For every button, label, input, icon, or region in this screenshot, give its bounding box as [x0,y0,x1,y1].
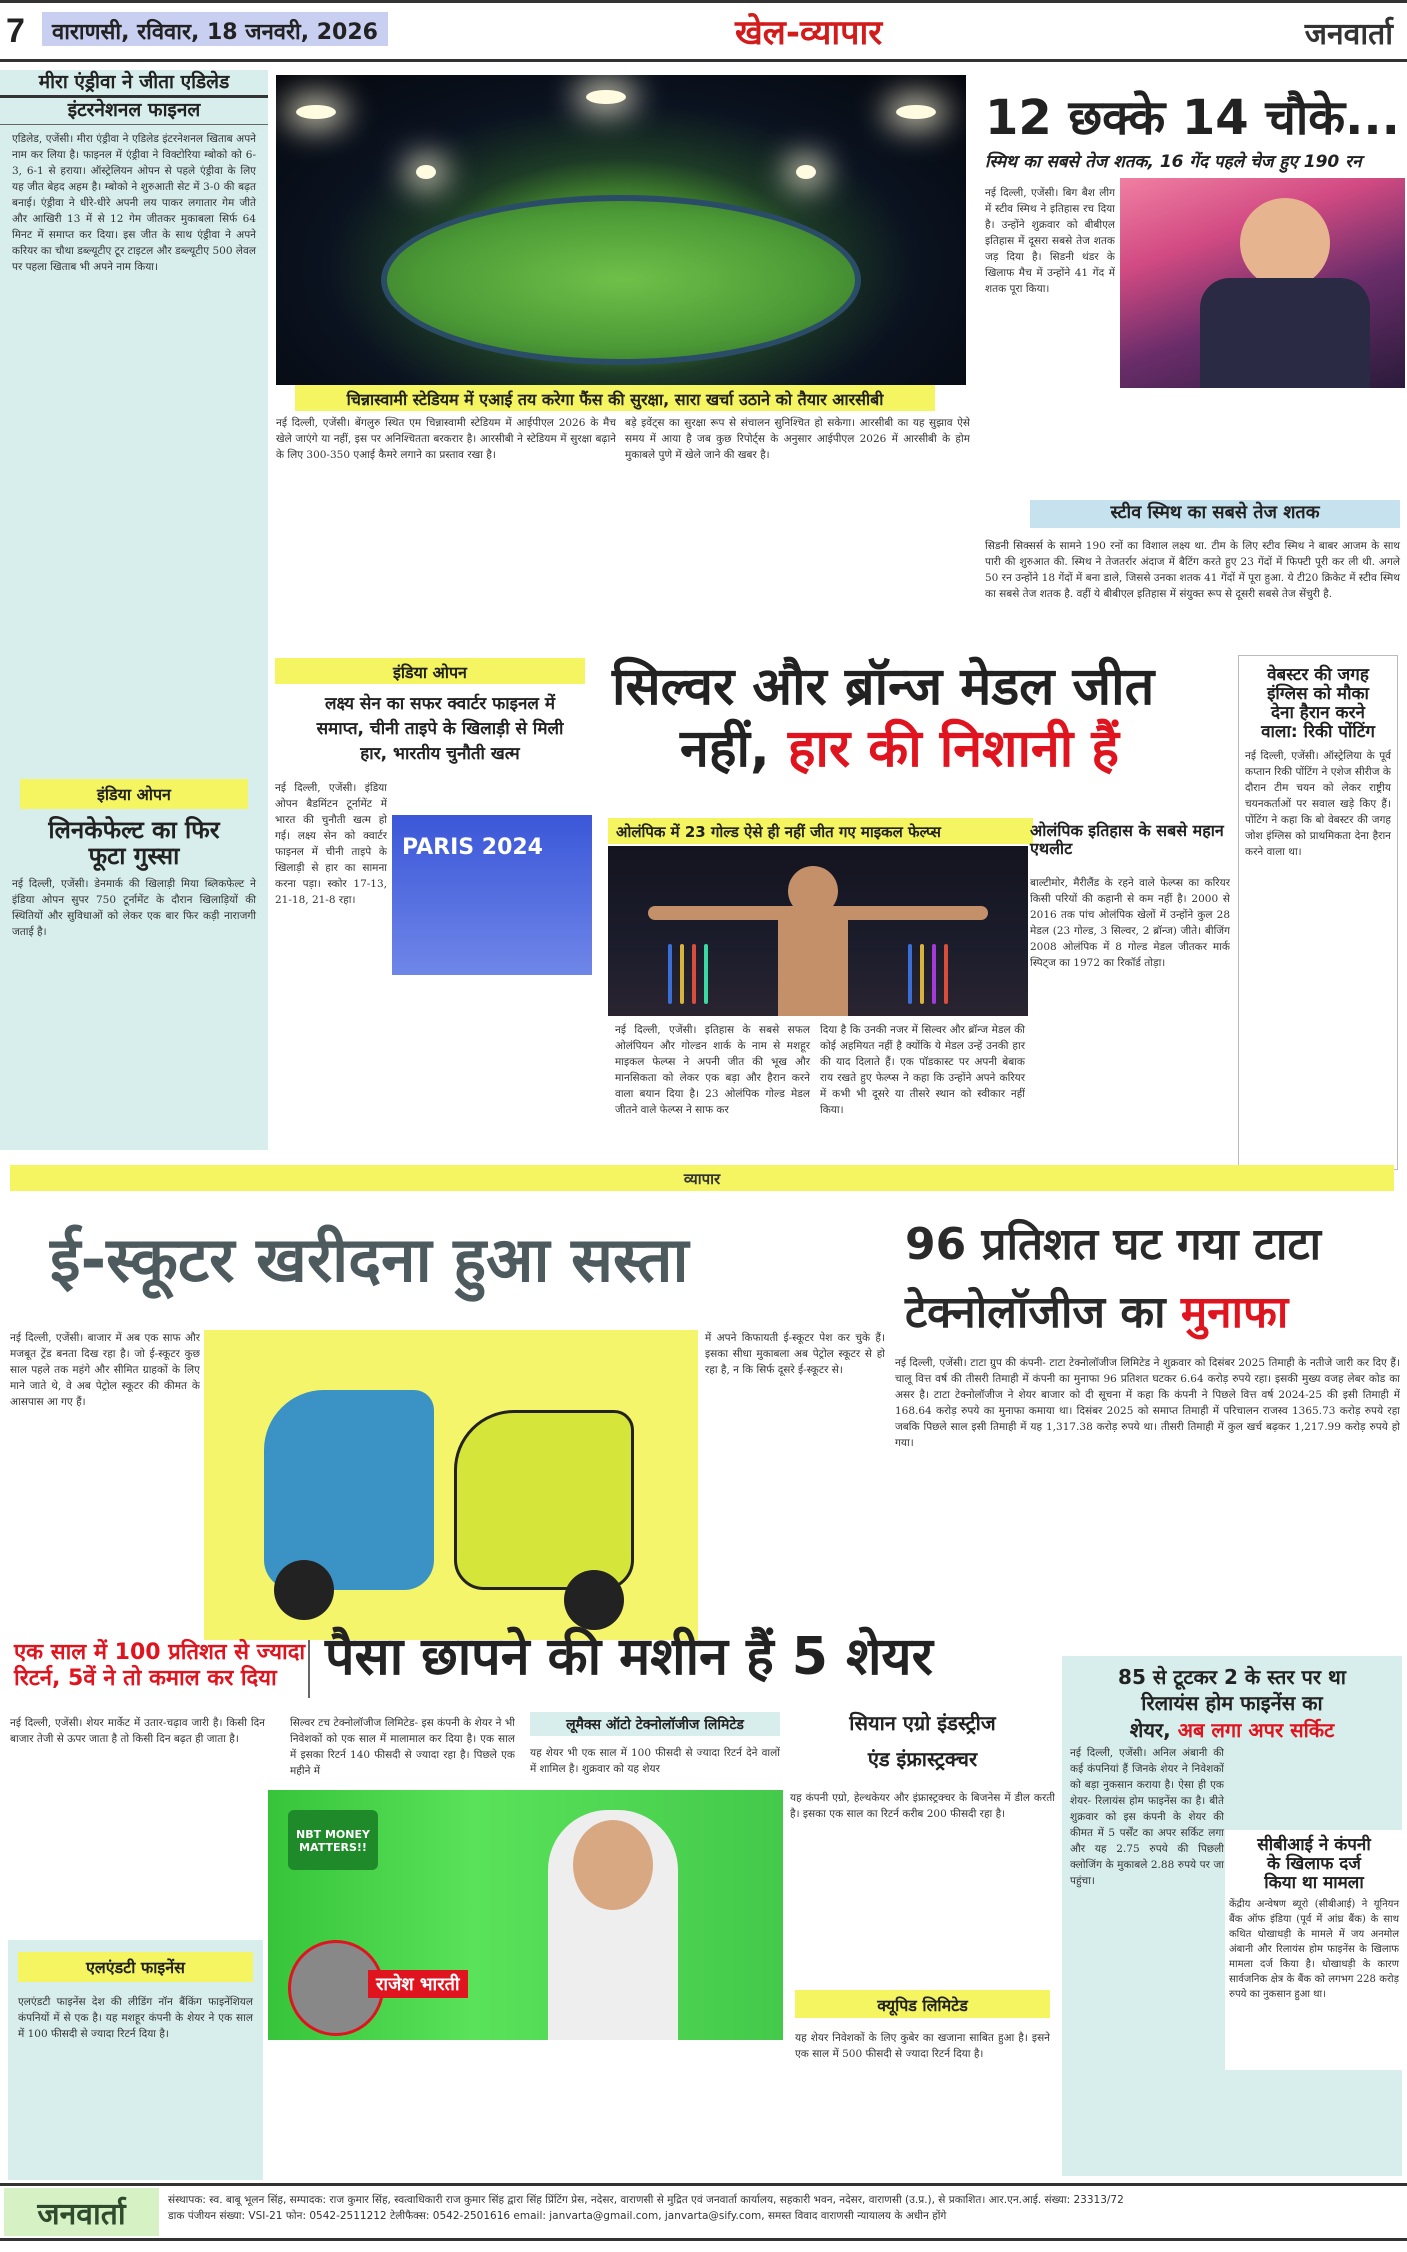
phelps-body-col1: नई दिल्ली, एजेंसी। इतिहास के सबसे सफल ओलंपियन और गोल्डन शार्क के नाम से मशहूर माइकल फेल्प्स ने अपनी जीत की भूख और मानसिकता को लेकर एक बड़ा और हैरान करने वाला बयान दिया है। 23 ओलंपिक गोल्ड मेडल जीतने वाले फेल्प्स ने साफ कर [615,1024,810,1116]
webster-headline-4: वाला: रिकी पोंटिंग [1261,722,1375,743]
lakshya-headline-3: हार, भारतीय चुनौती खत्म [360,744,520,764]
webster-box [1238,655,1398,1170]
phelps-body-col2: दिया है कि उनकी नजर में सिल्वर और ब्रॉन्ज मेडल की कोई अहमियत नहीं है क्योंकि ये मेडल उन्हें उनकी हार की याद दिलाते हैं। एक पॉडकास्ट पर अपनी बेबाक राय रखते हुए फेल्प्स ने कहा कि उन्होंने अपने करियर में कभी भी दूसरे या तीसरे स्थान को स्वीकार नहीं किया। [820,1024,1025,1116]
stadium-body-right: बड़े इवेंट्स का सुरक्षा रूप से संचालन सुनिश्चित हो सकेगा। आरसीबी का यह सुझाव ऐसे समय में आया है जब कुछ रिपोर्ट्स के अनुसार आईपीएल 2026 में आरसीबी के होम मुकाबले पुणे में खेले जाने की खबर है। [625,417,970,461]
reliance-headline-2: रिलायंस होम फाइनेंस का [1141,1691,1323,1716]
reliance-headline-1: 85 से टूटकर 2 के स्तर पर था [1118,1665,1346,1689]
smith-box-body: सिडनी सिक्सर्स के सामने 190 रनों का विशाल लक्ष्य था. टीम के लिए स्टीव स्मिथ ने बाबर आजम के साथ पारी की शुरुआत की. स्मिथ ने तेजतर्रार अंदाज में बैटिंग करते हुए 23 गेंदों में फिफ्टी पूरी कर ली थी. अगले 50 रन उन्होंने 18 गेंदों में बना डाले, जिससे उनका शतक 41 गेंदों में पूरा हुआ. ये टी20 क्रिकेट में स्टीव स्मिथ का सबसे तेज शतक है. वहीं ये बीबीएल इतिहास में संयुक्त रूप से दूसरी सबसे तेज सेंचुरी है. [985,540,1400,600]
india-open-label-2: इंडिया ओपन [275,658,585,684]
lakshya-body-continued [275,1030,595,1150]
lakshya-headline-2: समाप्त, चीनी ताइपे के खिलाड़ी से मिली [316,719,564,739]
stadium-photo [276,75,966,385]
cbi-headline-3: किया था मामला [1264,1873,1364,1894]
webster-headline-3: देना हैरान करने [1271,703,1365,724]
return-headline [14,1640,305,1693]
shares-bottom-text [268,2048,783,2168]
paris-2024-text: PARIS 2024 [402,835,543,860]
vyapar-section-band: व्यापार [10,1165,1394,1191]
left-column [0,70,268,1150]
reliance-headline-3-red: अब लगा अपर सर्किट [1177,1717,1335,1742]
siyaram-body: यह कंपनी एग्रो, हेल्थकेयर और इंफ्रास्ट्रक्चर के बिजनेस में डील करती है। इसका एक साल का रिटर्न करीब 200 फीसदी रहा है। [790,1792,1055,1820]
footer-brand: जनवार्ता [4,2188,159,2236]
lakshya-body: नई दिल्ली, एजेंसी। इंडिया ओपन बैडमिंटन टूर्नामेंट में भारत की चुनौती खत्म हो गई। लक्ष्य सेन को क्वार्टर फाइनल में चीनी ताइपे के खिलाड़ी से हार का सामना करना पड़ा। स्कोर 17-13, 21-18, 21-8 रहा। [275,782,387,906]
smith-headline: 12 छक्के 14 चौके... [985,90,1400,146]
lyckfeldt-headline-2: फूटा गुस्सा [88,842,180,871]
scooter-body-left: नई दिल्ली, एजेंसी। बाजार में अब एक साफ और मजबूत ट्रेंड बनता दिख रहा है। जो ई-स्कूटर कुछ साल पहले तक महंगे और सीमित ग्राहकों के लिए माने जाते थे, वे अब पेट्रोल स्कूटर की कीमत के आसपास आ गए हैं। [10,1332,200,1408]
newspaper-brand: जनवार्ता [1304,17,1393,52]
cbi-box [1225,1830,1403,2070]
phelps-headline-2-black: नहीं, [680,719,770,779]
stadium-caption: चिन्नास्वामी स्टेडियम में एआई तय करेगा फैंस की सुरक्षा, सारा खर्चा उठाने को तैयार आरसीबी [295,385,935,411]
lnt-body: एलएंडटी फाइनेंस देश की लीडिंग नॉन बैंकिंग फाइनेंशियल कंपनियों में से एक है। यह मशहूर कंपनी के शेयर ने एक साल में 100 फीसदी से ज्यादा रिटर्न दिया है। [18,1996,253,2040]
phelps-side-body: बाल्टीमोर, मैरीलैंड के रहने वाले फेल्प्स का करियर किसी परियों की कहानी से कम नहीं है। 2000 से 2016 तक पांच ओलंपिक खेलों में उन्होंने कुल 28 मेडल (23 गोल्ड, 3 सिल्वर, 2 ब्रॉन्ज) जीते। बीजिंग 2008 ओलंपिक में 8 गोल्ड मेडल जीतकर मार्क स्पिट्ज का 1972 का रिकॉर्ड तोड़ा। [1030,877,1230,969]
reliance-headline-3-black: शेयर, [1129,1717,1171,1742]
tata-body: नई दिल्ली, एजेंसी। टाटा ग्रुप की कंपनी- टाटा टेक्नोलॉजीज लिमिटेड ने शुक्रवार को दिसंबर 2025 तिमाही के नतीजे जारी कर दिए हैं। चालू वित्त वर्ष की तीसरी तिमाही में कंपनी का मुनाफा 96 प्रतिशत घटकर 6.64 करोड़ रुपये रहा। इसकी मुख्य वजह लेबर कोड का असर है। टाटा टेक्नोलॉजीज ने शेयर बाजार को दी सूचना में कहा कि कंपनी ने पिछले वित्त वर्ष 2024-25 की इसी तिमाही में 168.64 करोड़ रुपये का मुनाफा कमाया था। दिसंबर 2025 को समाप्त तिमाही में परिचालन राजस्व 1365.73 करोड़ रुपये रहा जबकि पिछले साल इसी तिमाही में यह 1,317.38 करोड़ रुपये था। तीसरी तिमाही में कुल खर्च बढ़कर 1,217.99 करोड़ रुपये हो गया। [895,1357,1400,1449]
phelps-headline-1: सिल्वर और ब्रॉन्ज मेडल जीत [612,657,1155,717]
smith-body: नई दिल्ली, एजेंसी। बिग बैश लीग में स्टीव स्मिथ ने इतिहास रच दिया है। उन्होंने शुक्रवार को बीबीएल इतिहास में दूसरा सबसे तेज शतक जड़ दिया है। सिडनी थंडर के खिलाफ मैच में उन्होंने 41 गेंद में शतक पूरा किया। [985,187,1115,295]
india-open-label: इंडिया ओपन [20,779,248,809]
return-headline-2: रिटर्न, 5वें ने तो कमाल कर दिया [14,1666,277,1692]
cbi-headline-1: सीबीआई ने कंपनी [1257,1835,1371,1855]
webster-headline-2: इंग्लिस को मौका [1267,684,1369,705]
cbi-body: केंद्रीय अन्वेषण ब्यूरो (सीबीआई) ने यूनियन बैंक ऑफ इंडिया (पूर्व में आंध्र बैंक) के साथ कथित धोखाधड़ी के मामले में जय अनमोल अंबानी और रिलायंस होम फाइनेंस के खिलाफ मामला दर्ज किया है। धोखाधड़ी के कारण सार्वजनिक क्षेत्र के बैंक को लगभग 228 करोड़ रुपये का नुकसान हुआ था। [1229,1899,1399,2001]
dateline: वाराणसी, रविवार, 18 जनवरी, 2026 [42,12,388,46]
shares-headline: पैसा छापने की मशीन हैं 5 शेयर [325,1627,933,1687]
headline-divider [308,1640,310,1698]
reliance-body: नई दिल्ली, एजेंसी। अनिल अंबानी की कई कंपनियां हैं जिनके शेयर ने निवेशकों को बड़ा नुकसान कराया है। ऐसा ही एक शेयर- रिलायंस होम फाइनेंस का है। बीते शुक्रवार को इस कंपनी के शेयर की कीमत में 5 पर्सेंट का अपर सर्किट लगा और यह 2.75 रुपये की पिछली क्लोजिंग के मुकाबले 2.88 रुपये पर जा पहुंचा। [1070,1747,1224,1888]
shares-intro: नई दिल्ली, एजेंसी। शेयर मार्केट में उतार-चढ़ाव जारी है। किसी दिन बाजार तेजी से ऊपर जाता है तो किसी दिन बढ़त ही जाता है। [10,1717,265,1745]
lyckfeldt-headline-1: लिनकेफेल्ट का फिर [48,815,220,844]
nbt-badge: NBT MONEY MATTERS!! [288,1810,378,1870]
siyaram-label-1: सियान एग्रो इंडस्ट्रीज [849,1711,996,1735]
smith-subheadline: स्मिथ का सबसे तेज शतक, 16 गेंद पहले चेज हुए 190 रन [985,152,1362,172]
reliance-headline-3 [1062,1719,1402,1741]
lnt-label: एलएंडटी फाइनेंस [18,1952,253,1982]
author-name: राजेश भारती [368,1970,468,1998]
cbi-headline-2: के खिलाफ दर्ज [1267,1854,1361,1875]
tata-headline-1: 96 प्रतिशत घट गया टाटा [905,1219,1322,1270]
badminton-photo [392,815,592,975]
section-title: खेल-व्यापार [735,13,883,53]
footer-imprint [168,2192,1398,2224]
tata-headline-2-red: मुनाफा [1180,1287,1289,1338]
lnt-panel [8,1940,263,2180]
lumax-label: लूमैक्स ऑटो टेक्नोलॉजीज लिमिटेड [530,1712,780,1736]
return-headline-1: एक साल में 100 प्रतिशत से ज्यादा [14,1640,306,1665]
siyaram-label-2: एंड इंफ्रास्ट्रक्चर [867,1747,978,1771]
scooter-headline: ई-स्कूटर खरीदना हुआ सस्ता [50,1223,689,1296]
tata-headline-2 [905,1288,1288,1337]
imprint-line-1: संस्थापक: स्व. बाबू भूलन सिंह, सम्पादक: राज कुमार सिंह, स्वत्वाधिकारी राज कुमार सिंह द्वारा सिंह प्रिंटिंग प्रेस, नदेसर, वाराणसी से मुद्रित एवं जनवार्ता कार्यालय, सहकारी भवन, नदेसर, वाराणसी (उ.प्र.), से प्रकाशित। आर.एन.आई. संख्या: 23313/72 [168,2194,1124,2206]
andreeva-headline-2: इंटरनेशनल फाइनल [0,98,268,124]
cupid-body: यह शेयर निवेशकों के लिए कुबेर का खजाना साबित हुआ है। इसने एक साल में 500 फीसदी से ज्यादा रिटर्न दिया है। [795,2032,1050,2060]
andreeva-headline-1: मीरा एंड्रीवा ने जीता एडिलेड [0,70,268,98]
stadium-body-left: नई दिल्ली, एजेंसी। बेंगलुरु स्थित एम चिन्नास्वामी स्टेडियम में आईपीएल 2026 के मैच खेले जाएंगे या नहीं, इस पर अनिश्चितता बरकरार है। आरसीबी ने स्टेडियम में सुरक्षा बढ़ाने के लिए 300-350 एआई कैमरे लगाने का प्रस्ताव रखा है। [276,417,616,461]
phelps-headline-2 [680,720,1119,778]
scooter-body-right: में अपने किफायती ई-स्कूटर पेश कर चुके हैं। इसका सीधा मुकाबला अब पेट्रोल स्कूटर से हो रहा है, न कि सिर्फ दूसरे ई-स्कूटर से। [705,1332,885,1376]
shares-photo [268,1790,783,2040]
webster-headline-1: वेबस्टर की जगह [1267,665,1369,685]
lakshya-headline-1: लक्ष्य सेन का सफर क्वार्टर फाइनल में [324,694,556,714]
e-scooter-photo [204,1330,698,1640]
lyckfeldt-body: नई दिल्ली, एजेंसी। डेनमार्क की खिलाड़ी मिया ब्लिकफेल्ट ने इंडिया ओपन सुपर 750 टूर्नामेंट के दौरान खिलाड़ियों की स्थितियों और सुविधाओं को लेकर एक बार फिर कड़ी नाराजगी जताई है। [12,878,256,939]
lumax-body: यह शेयर भी एक साल में 100 फीसदी से ज्यादा रिटर्न देने वालों में शामिल है। शुक्रवार को यह शेयर [530,1747,780,1775]
phelps-side-title: ओलंपिक इतिहास के सबसे महान एथलीट [1030,821,1224,858]
phelps-bar-label: ओलंपिक में 23 गोल्ड ऐसे ही नहीं जीत गए माइकल फेल्प्स [608,818,1033,844]
silver-touch-body: सिल्वर टच टेक्नोलॉजीज लिमिटेड- इस कंपनी के शेयर ने भी निवेशकों को एक साल में मालामाल कर दिया है। एक साल में इसका रिटर्न 140 फीसदी से ज्यादा रहा है। पिछले एक महीने में [290,1717,515,1777]
imprint-line-2: डाक पंजीयन संख्या: VSI-21 फोन: 0542-2511212 टेलीफैक्स: 0542-2501616 email: janvarta@gmail.com, janvarta@sify.com, समस्त विवाद वाराणसी न्यायालय के अधीन होंगे [168,2210,947,2222]
steve-smith-photo [1120,178,1405,388]
phelps-headline-2-red: हार की निशानी हैं [787,719,1119,779]
andreeva-body: एडिलेड, एजेंसी। मीरा एंड्रीवा ने एडिलेड इंटरनेशनल खिताब अपने नाम कर लिया है। फाइनल में एंड्रीवा ने विक्टोरिया म्बोको को 6-3, 6-1 से हराया। ऑस्ट्रेलियन ओपन से पहले एंड्रीवा के लिए यह जीत बेहद अहम है। म्बोको ने शुरुआती सेट में 3-0 की बढ़त बनाई। एंड्रीवा ने धीरे-धीरे अपनी लय पाकर लगातार गेम जीते और आखिरी 13 में से 12 गेम जीतकर मुकाबला सिर्फ 64 मिनट में समाप्त कर दिया। इस जीत के साथ एंड्रीवा ने अपने करियर का चौथा डब्ल्यूटीए टूर टाइटल और डब्ल्यूटीए 500 लेवल पर पहला खिताब भी अपने नाम किया। [12,132,256,273]
tata-headline-2-black: टेक्नोलॉजीज का [905,1287,1166,1338]
michael-phelps-photo [608,846,1028,1016]
page-number: 7 [6,12,25,50]
webster-body: नई दिल्ली, एजेंसी। ऑस्ट्रेलिया के पूर्व कप्तान रिकी पोंटिंग ने एशेज सीरीज के दौरान टीम चयन को लेकर राष्ट्रीय चयनकर्ताओं पर सवाल खड़े किए हैं। पोंटिंग ने कहा कि बो वेबस्टर की जगह जोश इंग्लिस को प्राथमिकता देना हैरान करने वाला था। [1245,750,1391,859]
cupid-label: क्यूपिड लिमिटेड [795,1990,1050,2018]
smith-box-title: स्टीव स्मिथ का सबसे तेज शतक [1030,500,1400,528]
